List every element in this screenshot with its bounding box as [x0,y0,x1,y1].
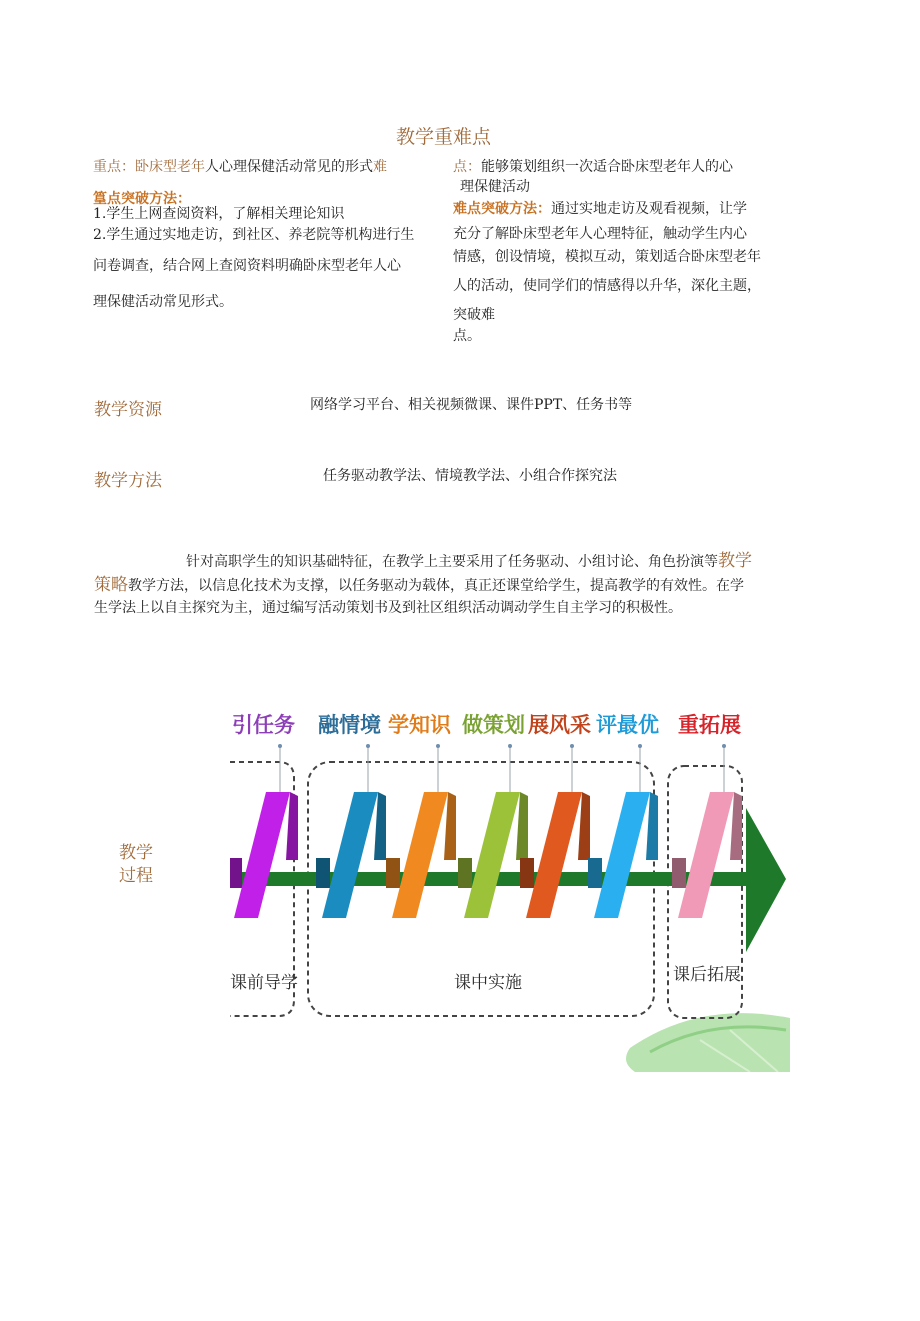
leaf-decoration [626,1013,790,1072]
step-bar-7 [672,744,742,918]
key-line-2: 2.学生通过实地走访，到社区、养老院等机构进行生 [93,227,415,243]
phase-pre: 课前导学 [230,973,298,993]
difficult-line-4: 人的活动，使同学们的情感得以升华，深化主题， [453,278,761,294]
difficult-point-line [453,158,733,177]
difficult-line-6: 点。 [453,328,481,344]
teaching-process-diagram [230,700,790,1072]
key-point-colored: 卧床型老年 [135,159,205,175]
step-label-1: 引任务 [232,713,295,737]
phase-after: 课后拓展 [673,965,741,985]
step-label-5: 展风采 [528,713,591,737]
methods-text: 任务驱动教学法、情境教学法、小组合作探究法 [323,468,617,484]
strategy-line-1 [186,550,752,573]
difficult-line-5: 突破难 [453,307,495,323]
section-title: 教学重难点 [396,126,492,148]
key-point-label: 重点： [93,159,135,175]
strategy-line-2 [94,574,744,597]
step-label-2: 融情境 [318,713,381,737]
step-bar-1 [230,744,298,918]
resources-label: 教学资源 [94,400,162,420]
step-label-4: 做策划 [462,713,525,737]
process-arrow-head [746,808,786,952]
difficult-line-2: 充分了解卧床型老年人心理特征，触动学生内心 [453,226,747,242]
key-point-line [93,158,387,177]
phase-in: 课中实施 [454,973,522,993]
step-bar-2 [316,744,386,918]
key-line-4: 理保健活动常见形式。 [93,294,233,310]
strategy-label-2: 策略 [94,575,128,595]
process-label-2: 过程 [119,866,153,886]
strategy-line2-rest: 教学方法，以信息化技术为支撑，以任务驱动为载体，真正还课堂给学生，提高教学的有效性。在学 [128,578,744,594]
process-label-1: 教学 [119,843,153,863]
strategy-prefix: 针对高职学生的知识基础特征，在教学上主要采用了任务驱动、小组讨论、角色扮演等 [186,554,718,570]
step-label-6: 评最优 [596,713,659,737]
key-breakthrough-label: 篁点突破方法： [93,191,191,207]
difficult-breakthrough-line [453,200,747,219]
difficult-text-2: 理保健活动 [460,179,530,195]
step-label-3: 学知识 [388,713,451,737]
step-bar-3 [386,744,456,918]
difficult-label-b: 点： [453,159,481,175]
step-label-7: 重拓展 [678,713,741,737]
methods-label: 教学方法 [94,471,162,491]
key-line-3: 问卷调查，结合网上查阅资料明确卧床型老年人心 [93,258,401,274]
difficult-line-1: 通过实地走访及观看视频，让学 [551,201,747,217]
difficult-label-a: 难 [373,159,387,175]
strategy-line-3: 生学法上以自主探究为主，通过编写活动策划书及到社区组织活动调动学生自主学习的积极性。 [94,600,682,616]
difficult-breakthrough-label: 难点突破方法： [453,201,551,217]
difficult-line-3: 情感，创设情境，模拟互动，策划适合卧床型老年 [453,249,761,265]
step-bar-5 [520,744,590,918]
resources-text: 网络学习平台、相关视频微课、课件PPT、任务书等 [310,397,633,413]
difficult-text-1: 能够策划组织一次适合卧床型老年人的心 [481,159,733,175]
key-line-1: 1.学生上网查阅资料，了解相关理论知识 [93,206,345,222]
key-point-text: 人心理保健活动常见的形式 [205,159,373,175]
step-bar-6 [588,744,658,918]
step-bar-4 [458,744,528,918]
strategy-label-1: 教学 [718,551,752,571]
